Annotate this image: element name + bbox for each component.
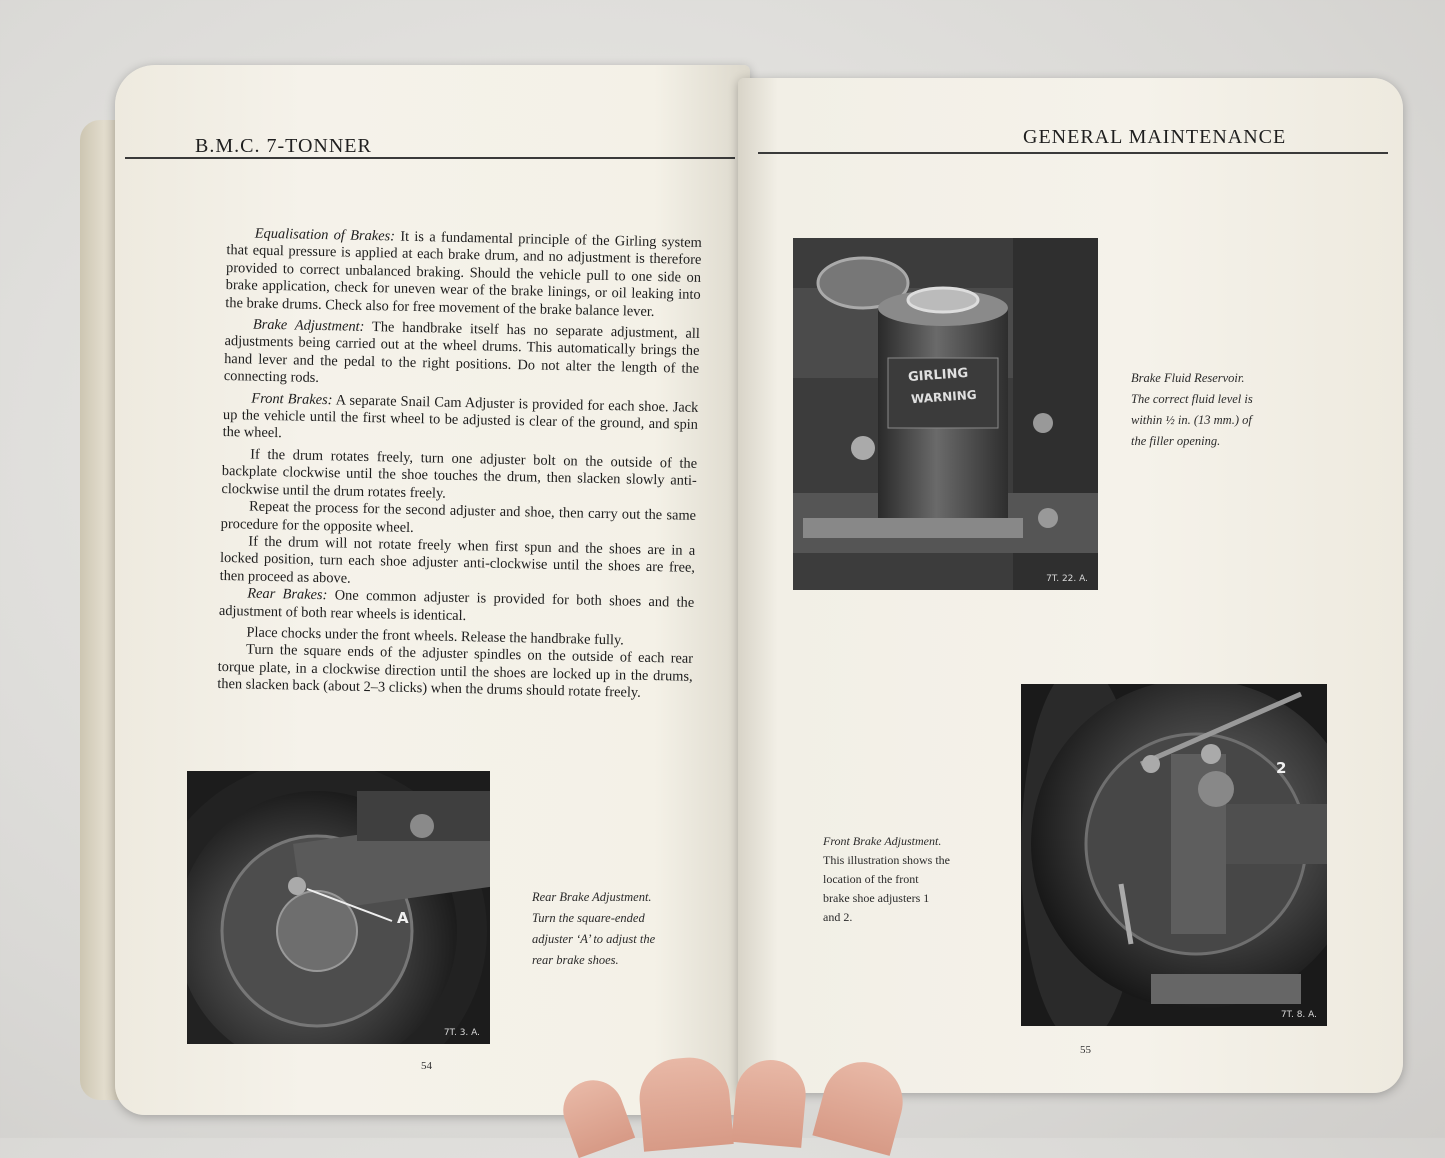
can-warning-label: WARNING: [910, 387, 978, 407]
front-plate-code: 7T. 8. A.: [1280, 1010, 1317, 1020]
reservoir-plate-code: 7T. 22. A.: [1046, 574, 1088, 584]
left-running-head: B.M.C. 7-TONNER: [195, 135, 372, 157]
paragraph-text: If the drum rotates freely, turn one adjuster bolt on the outside of the backplate clockwise until the shoe touches the drum, then slacken slowly anti-clockwise until the drum rotates freely.: [221, 446, 698, 502]
front-caption-title: Front Brake Adjustment.: [823, 834, 942, 848]
paragraph-text: Repeat the process for the second adjuster and shoe, then carry out the same procedure for the opposite wheel.: [220, 498, 697, 536]
book-page-edges: [80, 120, 120, 1100]
paragraph-text: A separate Snail Cam Adjuster is provided for each shoe. Jack up the vehicle until the first wheel to be adjusted is clear of the ground, and spin the wheel.: [222, 391, 699, 442]
rear-plate-code: 7T. 3. A.: [443, 1028, 480, 1038]
front-brake-caption: [823, 832, 950, 927]
label-a: A: [397, 909, 409, 927]
front-brake-photo: [1021, 684, 1327, 1026]
paragraph-text: It is a fundamental principle of the Girling system that equal pressure is applied at each brake drum, and no adjustment is therefore provided to correct unbalanced braking. Should the vehicle pull to one side on brake application, check for uneven wear of the brake linings, or oil leaking into the brake drums. Check also for free movement of the brake balance lever.: [225, 228, 702, 320]
brake-fluid-reservoir-photo: [793, 238, 1098, 590]
rear-caption-line: Turn the square-ended: [532, 911, 645, 925]
paragraph-text: Turn the square ends of the adjuster spindles on the outside of each rear torque plate, in a clockwise direction until the shoes are locked up in the drums, then slacken back (about 2–3 clicks) when the drums should rotate freely.: [217, 641, 694, 701]
left-page-number: 54: [421, 1060, 432, 1072]
front-caption-line: brake shoe adjusters 1: [823, 891, 930, 905]
right-page: [738, 78, 1403, 1093]
rear-caption-line: adjuster ‘A’ to adjust the: [532, 932, 656, 946]
rear-caption-title: Rear Brake Adjustment.: [532, 890, 652, 904]
front-caption-line: This illustration shows the: [823, 853, 950, 867]
body-paragraph: [224, 316, 700, 396]
reservoir-caption: [1131, 368, 1253, 452]
rear-caption-line: rear brake shoes.: [532, 953, 619, 967]
paragraph-text: If the drum will not rotate freely when first spun and the shoes are in a locked position, turn each shoe adjuster anti-clockwise until the shoes are free, then proceed as above.: [219, 533, 696, 587]
reservoir-caption-title: Brake Fluid Reservoir.: [1131, 371, 1245, 385]
paragraph-lead: Rear Brakes:: [247, 585, 328, 604]
left-header-rule: [125, 157, 735, 159]
reservoir-caption-line: The correct fluid level is: [1131, 392, 1253, 406]
right-running-head: GENERAL MAINTENANCE: [1023, 126, 1287, 148]
left-body-text: [217, 225, 702, 703]
rear-brake-caption: [532, 887, 655, 971]
left-page: [115, 65, 750, 1115]
paragraph-lead: Brake Adjustment:: [252, 316, 365, 335]
label-2: 2: [1276, 759, 1287, 777]
reservoir-caption-line: within ½ in. (13 mm.) of: [1131, 413, 1252, 427]
paragraph-lead: Front Brakes:: [251, 390, 333, 408]
body-paragraph: [217, 641, 693, 703]
paragraph-text: The handbrake itself has no separate adjustment, all adjustments being carried out at the wheel drums. This automatically brings the hand lever and the pedal to the right positions. Do not alter the length of the connecting rods.: [223, 318, 700, 387]
paragraph-text: One common adjuster is provided for both shoes and the adjustment of both rear wheels is identical.: [218, 587, 695, 624]
front-caption-line: location of the front: [823, 872, 919, 886]
right-page-number: 55: [1080, 1044, 1091, 1056]
paragraph-lead: Equalisation of Brakes:: [254, 225, 396, 245]
reservoir-caption-line: the filler opening.: [1131, 434, 1221, 448]
body-paragraph: [225, 225, 702, 322]
rear-brake-photo: [187, 771, 490, 1044]
right-header-rule: [758, 152, 1388, 154]
paragraph-text: Place chocks under the front wheels. Release the handbrake fully.: [246, 624, 625, 649]
body-paragraph: [222, 390, 698, 452]
can-brand-label: GIRLING: [907, 365, 969, 386]
front-caption-line: and 2.: [823, 910, 853, 924]
